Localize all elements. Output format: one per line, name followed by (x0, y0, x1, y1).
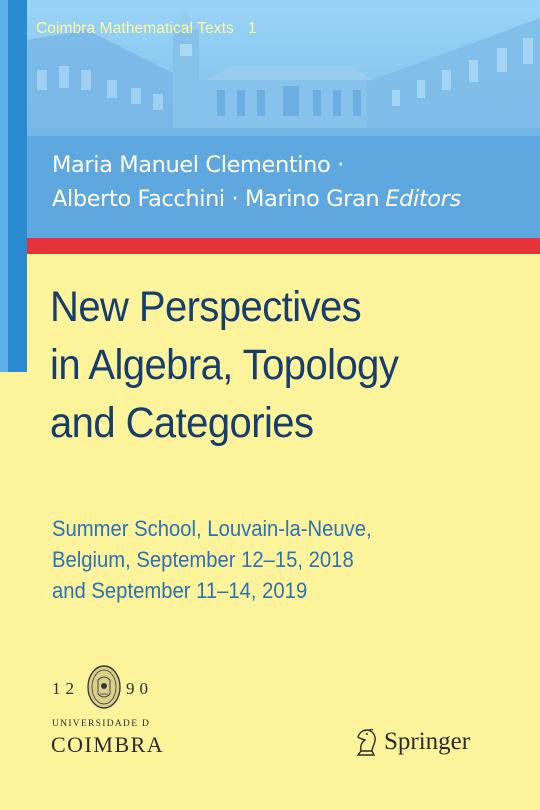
title-line-2: in Algebra, Topology (50, 341, 399, 389)
book-subtitle (52, 513, 372, 606)
editors-line-1: Maria Manuel Clementino · (52, 152, 344, 178)
subtitle-line-3: and September 11–14, 2019 (52, 578, 308, 603)
university-label-top: UNIVERSIDADE D (52, 719, 151, 729)
university-seal-icon (86, 664, 122, 710)
red-divider-stripe (27, 238, 540, 254)
springer-horse-chess-icon (352, 727, 380, 757)
title-line-3: and Categories (50, 399, 314, 447)
editors-role: Editors (385, 186, 461, 212)
editors-line-2: Alberto Facchini · Marino Gran (52, 186, 380, 212)
publisher-name: Springer (384, 728, 471, 755)
seal-year-right: 90 (126, 679, 153, 698)
seal-year-left: 12 (52, 679, 79, 698)
university-label-bottom: COIMBRA (51, 732, 165, 757)
book-title (50, 278, 398, 452)
series-number: 1 (247, 20, 257, 37)
series-label (36, 20, 257, 38)
subtitle-line-1: Summer School, Louvain-la-Neuve, (52, 516, 372, 541)
title-line-1: New Perspectives (50, 283, 362, 331)
left-spine-highlight (0, 0, 8, 372)
editors-block (52, 148, 461, 216)
subtitle-line-2: Belgium, September 12–15, 2018 (52, 547, 354, 572)
series-name: Coimbra Mathematical Texts (36, 20, 234, 37)
publisher-logo (352, 727, 470, 757)
